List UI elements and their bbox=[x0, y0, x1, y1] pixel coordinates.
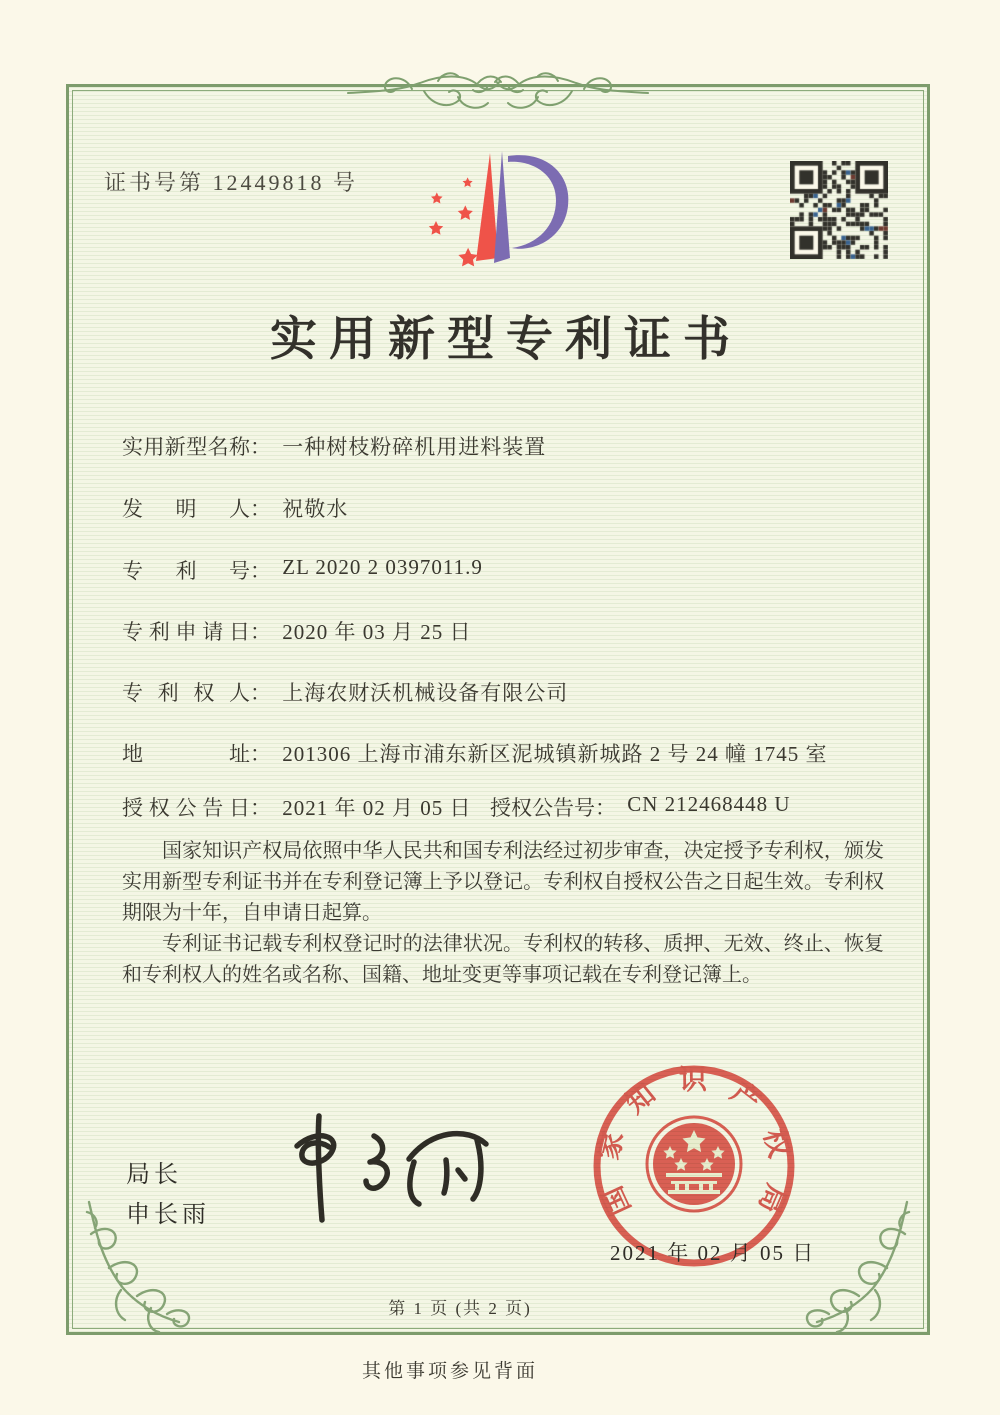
field-row-patent-no: 专利号： ZL 2020 2 0397011.9 bbox=[122, 555, 483, 583]
field-row-filing-date: 专利申请日： 2020 年 03 月 25 日 bbox=[122, 616, 472, 646]
seal-text: 国家知识产权局 bbox=[593, 1064, 795, 1220]
field-value: 2020 年 03 月 25 日 bbox=[282, 620, 472, 644]
field-row-inventor: 发明人： 祝敬水 bbox=[122, 493, 348, 523]
national-emblem-icon bbox=[647, 1117, 741, 1211]
legal-text bbox=[122, 836, 884, 991]
cnipa-logo-icon bbox=[420, 148, 580, 283]
certificate-number: 证书号第 12449818 号 bbox=[104, 170, 359, 195]
field-label: 授权公告号 bbox=[490, 796, 595, 820]
field-label: 专利申请日 bbox=[122, 620, 250, 644]
field-label: 专利号 bbox=[122, 559, 250, 583]
field-label: 专利权人 bbox=[122, 681, 250, 705]
qr-code-icon bbox=[790, 161, 888, 259]
officer-title: 局长 bbox=[126, 1162, 182, 1188]
officer-name: 申长雨 bbox=[126, 1202, 210, 1228]
field-value: 201306 上海市浦东新区泥城镇新城路 2 号 24 幢 1745 室 bbox=[282, 742, 828, 766]
page-number: 第 1 页 (共 2 页) bbox=[388, 1299, 532, 1318]
field-value: CN 212468448 U bbox=[627, 792, 791, 816]
legal-paragraph: 国家知识产权局依照中华人民共和国专利法经过初步审查，决定授予专利权，颁发实用新型专利证书并在专利登记簿上予以登记。专利权自授权公告之日起生效。专利权期限为十年，自申请日起算。 bbox=[122, 840, 884, 924]
field-label: 发明人 bbox=[122, 497, 250, 521]
field-value: 上海农财沃机械设备有限公司 bbox=[282, 681, 569, 705]
director-signature-icon bbox=[262, 1100, 502, 1230]
field-label: 地址 bbox=[122, 742, 250, 766]
seal-date: 2021 年 02 月 05 日 bbox=[610, 1241, 816, 1265]
field-value: 2021 年 02 月 05 日 bbox=[282, 796, 472, 820]
legal-paragraph: 专利证书记载专利权登记时的法律状况。专利权的转移、质押、无效、终止、恢复和专利权人的姓名或名称、国籍、地址变更等事项记载在专利登记簿上。 bbox=[122, 933, 884, 986]
field-row-address: 地址： 201306 上海市浦东新区泥城镇新城路 2 号 24 幢 1745 室 bbox=[122, 738, 828, 768]
field-value: 祝敬水 bbox=[282, 497, 349, 521]
field-row-grant: 授权公告日： 2021 年 02 月 05 日 授权公告号： CN 212468448 U bbox=[122, 792, 791, 820]
field-label: 实用新型名称 bbox=[122, 435, 250, 459]
field-row-name: 实用新型名称： 一种树枝粉碎机用进料装置 bbox=[122, 431, 546, 461]
back-note: 其他事项参见背面 bbox=[361, 1361, 538, 1382]
certificate-title: 实用新型专利证书 bbox=[270, 314, 742, 366]
field-value: ZL 2020 2 0397011.9 bbox=[282, 555, 483, 579]
grant-number-group: 授权公告号： CN 212468448 U bbox=[490, 792, 791, 820]
field-value: 一种树枝粉碎机用进料装置 bbox=[282, 435, 547, 459]
field-label: 授权公告日 bbox=[122, 796, 250, 820]
field-row-patentee: 专利权人： 上海农财沃机械设备有限公司 bbox=[122, 677, 568, 707]
